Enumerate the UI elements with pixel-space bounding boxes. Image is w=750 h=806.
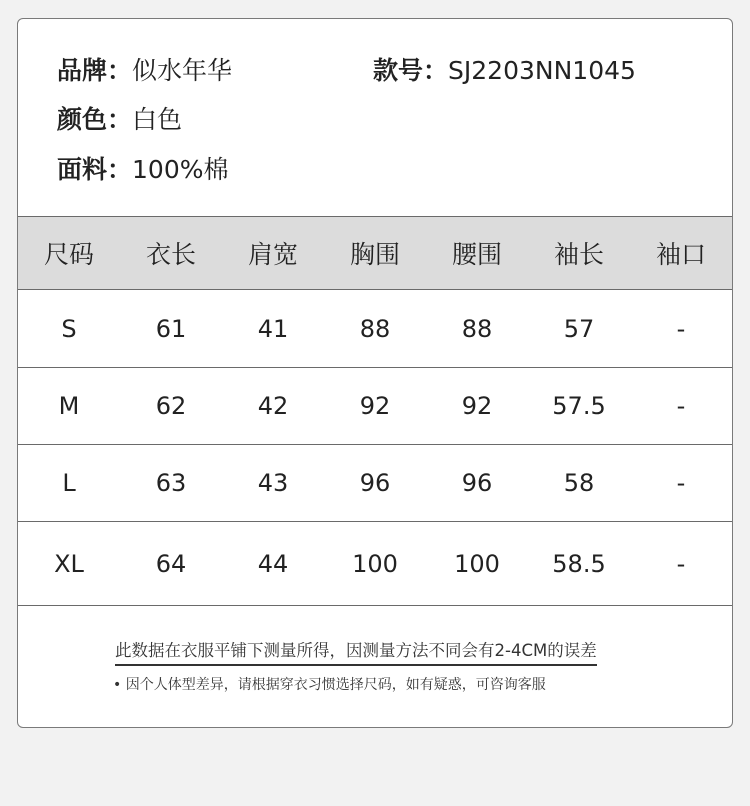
product-info xyxy=(18,19,732,216)
size-table xyxy=(18,216,732,606)
fabric-row xyxy=(57,155,229,185)
color-value: 白色 xyxy=(132,105,183,134)
cell-length: 64 xyxy=(155,549,187,578)
table-row xyxy=(18,368,732,445)
fabric-label: 面料： xyxy=(57,155,133,184)
cell-length: 61 xyxy=(155,314,187,343)
cell-shoulder: 44 xyxy=(257,549,289,578)
size-advice-note xyxy=(113,675,546,695)
header-shoulder: 肩宽 xyxy=(247,240,298,269)
cell-length: 62 xyxy=(155,392,187,420)
cell-cuff: - xyxy=(676,392,686,420)
cell-shoulder: 41 xyxy=(257,314,289,343)
measurement-note: 此数据在衣服平铺下测量所得，因测量方法不同会有2-4CM的误差 xyxy=(115,639,597,666)
cell-sleeve-length: 57.5 xyxy=(552,392,606,420)
cell-chest: 88 xyxy=(359,314,391,343)
cell-sleeve-length: 57 xyxy=(563,314,595,343)
table-row xyxy=(18,290,732,368)
notes-section xyxy=(18,605,732,727)
cell-cuff: - xyxy=(676,314,686,343)
brand-value: 似水年华 xyxy=(132,56,233,85)
header-cuff: 袖口 xyxy=(655,240,706,269)
cell-size: S xyxy=(61,314,77,343)
size-chart-card xyxy=(17,18,733,728)
style-number-value: SJ2203NN1045 xyxy=(448,56,636,85)
header-length: 衣长 xyxy=(145,240,196,269)
cell-size: M xyxy=(58,392,80,420)
cell-chest: 100 xyxy=(352,549,398,578)
header-sleeve-length: 袖长 xyxy=(553,240,604,269)
style-number-label: 款号： xyxy=(373,56,449,85)
cell-waist: 88 xyxy=(461,314,493,343)
brand-row xyxy=(57,56,232,86)
cell-length: 63 xyxy=(155,469,187,497)
table-header-row xyxy=(18,216,732,290)
style-number-row xyxy=(373,56,636,86)
bullet: • xyxy=(113,677,122,693)
cell-shoulder: 42 xyxy=(257,392,289,420)
cell-chest: 96 xyxy=(359,469,391,497)
color-row xyxy=(57,105,182,135)
cell-sleeve-length: 58 xyxy=(563,469,595,497)
header-chest: 胸围 xyxy=(349,240,400,269)
cell-size: L xyxy=(62,469,76,497)
header-size: 尺码 xyxy=(43,240,94,269)
cell-chest: 92 xyxy=(359,392,391,420)
cell-cuff: - xyxy=(676,549,686,578)
cell-size: XL xyxy=(54,549,84,578)
cell-waist: 100 xyxy=(454,549,500,578)
cell-waist: 96 xyxy=(461,469,493,497)
brand-label: 品牌： xyxy=(57,56,133,85)
cell-cuff: - xyxy=(676,469,686,497)
cell-shoulder: 43 xyxy=(257,469,289,497)
cell-sleeve-length: 58.5 xyxy=(552,549,606,578)
table-row xyxy=(18,445,732,522)
size-advice-text: 因个人体型差异，请根据穿衣习惯选择尺码，如有疑惑，可咨询客服 xyxy=(125,677,546,693)
table-row xyxy=(18,522,732,606)
header-waist: 腰围 xyxy=(451,240,502,269)
fabric-value: 100%棉 xyxy=(132,155,229,184)
color-label: 颜色： xyxy=(57,105,133,134)
cell-waist: 92 xyxy=(461,392,493,420)
